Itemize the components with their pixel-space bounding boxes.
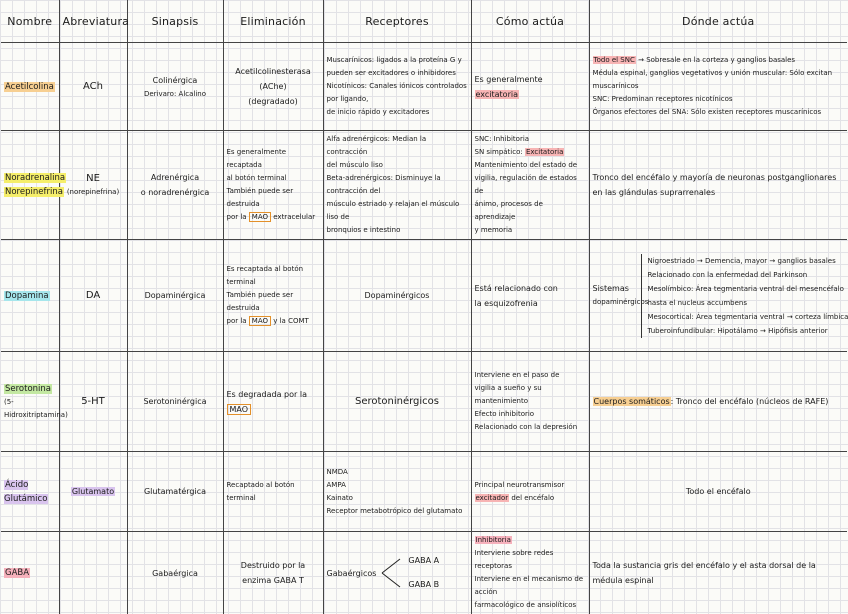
donde-line [593, 54, 845, 67]
name-text: Noradrenalina [4, 173, 66, 183]
como-cell [471, 352, 589, 452]
name-cell [1, 240, 59, 352]
donde-cell: Todo el encéfalo [589, 452, 847, 532]
name-cell [1, 43, 59, 131]
donde-text: → Sobresale en la corteza y ganglios basales [636, 56, 795, 64]
abbr-text: NE [63, 171, 124, 186]
donde-line: Órganos efectores del SNA: Sólo existen receptores muscarínicos [593, 106, 845, 119]
como-cell [471, 43, 589, 131]
como-cell [471, 452, 589, 532]
branch-nigroestriado-sub: Relacionado con la enfermedad del Parkinson [648, 268, 848, 282]
name-text: GABA [4, 568, 30, 578]
row-dopamina [1, 240, 847, 352]
neurotransmitter-table [1, 0, 847, 614]
mao-box: MAO [249, 316, 271, 326]
tree-root-line: dopaminérgicos [593, 296, 641, 309]
name-cell [1, 532, 59, 614]
elim-line: Es recaptada al botón [227, 263, 320, 276]
gaba-branches [408, 549, 439, 597]
receptores-cell [323, 452, 471, 532]
gaba-b: GABA B [408, 573, 439, 597]
branch-arrows-icon [382, 553, 402, 593]
header-abreviatura: Abreviatura [59, 0, 127, 43]
como-line: farmacológico de ansiolíticos [475, 599, 586, 612]
elim-line [227, 315, 320, 328]
donde-line: Médula espinal, ganglios vegetativos y unión muscular: Sólo excitan [593, 67, 845, 80]
gaba-a: GABA A [408, 549, 439, 573]
eliminacion-cell [223, 131, 323, 240]
como-line: Mantenimiento del estado de [475, 159, 586, 172]
header-row [1, 0, 847, 43]
receptores-cell [323, 43, 471, 131]
name-cell [1, 352, 59, 452]
row-glutamato [1, 452, 847, 532]
elim-text: por la [227, 213, 249, 221]
mao-box: MAO [249, 212, 271, 222]
sinapsis-cell [127, 43, 223, 131]
header-eliminacion: Eliminación [223, 0, 323, 43]
receptores-cell: Dopaminérgicos [323, 240, 471, 352]
como-line: vigilia, regulación de estados de [475, 172, 586, 198]
como-line: Relacionado con la depresión [475, 421, 586, 434]
rec-line: Nicotínicos: Canales iónicos controlados por ligando, [327, 80, 468, 106]
header-donde-actua: Dónde actúa [589, 0, 847, 43]
donde-cell [589, 131, 847, 240]
como-highlight: Excitatoria [525, 148, 564, 156]
sinapsis-cell [127, 131, 223, 240]
rec-line: Alfa adrenérgicos: Median la contracción [327, 133, 468, 159]
rec-line: Beta-adrenérgicos: Disminuye la contracción del [327, 172, 468, 198]
como-line: la esquizofrenia [475, 296, 586, 311]
elim-line: Es generalmente recaptada [227, 146, 320, 172]
abbr-text: Glutamato [71, 487, 115, 496]
dopamine-systems-tree [593, 254, 845, 338]
como-line: Interviene sobre redes receptoras [475, 547, 586, 573]
donde-line: en las glándulas suprarrenales [593, 185, 845, 200]
como-cell [471, 240, 589, 352]
como-line: ánimo, procesos de aprendizaje [475, 198, 586, 224]
name-sub: (5-Hidroxitriptamina) [4, 396, 56, 422]
tree-branches [641, 254, 848, 338]
como-line: SNC: Inhibitoria [475, 133, 586, 146]
como-line: Efecto inhibitorio [475, 408, 586, 421]
donde-line: Tronco del encéfalo y mayoría de neuronas postganglionares [593, 170, 845, 185]
sinapsis-line: Colinérgica [131, 73, 220, 88]
donde-line: Toda la sustancia gris del encéfalo y el asta dorsal de la [593, 558, 845, 573]
rec-line: pueden ser excitadores o inhibidores [327, 67, 468, 80]
elim-line: al botón terminal [227, 172, 320, 185]
branch-nigroestriado: Nigroestriado → Demencia, mayor → ganglios basales [648, 254, 848, 268]
elim-text: y la COMT [271, 317, 309, 325]
donde-cell [589, 532, 847, 614]
elim-line: Acetilcolinesterasa (AChe) [227, 64, 320, 94]
sinapsis-cell: Dopaminérgica [127, 240, 223, 352]
rec-line: NMDA [327, 466, 468, 479]
rec-line: músculo estriado y relajan el músculo liso de [327, 198, 468, 224]
abbr-cell: 5-HT [59, 352, 127, 452]
elim-text: por la [227, 317, 249, 325]
name-cell [1, 452, 59, 532]
row-noradrenalina [1, 131, 847, 240]
name-text: Dopamina [4, 291, 50, 301]
como-text: Es generalmente [475, 75, 543, 84]
rec-line: del músculo liso [327, 159, 468, 172]
donde-cell [589, 352, 847, 452]
abbr-cell [59, 131, 127, 240]
sinapsis-line: o noradrenérgica [131, 185, 220, 200]
abbr-sub: (norepinefrina) [63, 186, 124, 199]
rec-line: Kainato [327, 492, 468, 505]
rec-line: Muscarínicos: ligados a la proteína G y [327, 54, 468, 67]
elim-line: terminal [227, 276, 320, 289]
como-line: y memoria [475, 224, 586, 237]
elim-line: También puede ser destruida [227, 185, 320, 211]
donde-highlight: Cuerpos somáticos [593, 397, 671, 406]
header-nombre: Nombre [1, 0, 59, 43]
como-highlight: excitador [475, 494, 510, 502]
sinapsis-cell: Serotoninérgica [127, 352, 223, 452]
branch-mesocortical: Mesocortical: Área tegmentaria ventral → corteza límbica [648, 310, 848, 324]
abbr-cell [59, 452, 127, 532]
como-line: Está relacionado con [475, 281, 586, 296]
elim-text: extracelular [271, 213, 315, 221]
header-receptores: Receptores [323, 0, 471, 43]
header-sinapsis: Sinapsis [127, 0, 223, 43]
name-text: Norepinefrina [4, 187, 64, 197]
elim-line: enzima GABA T [227, 573, 320, 588]
donde-cell [589, 43, 847, 131]
branch-mesolimbico: Mesolímbico: Área tegmentaria ventral del mesencéfalo [648, 282, 848, 296]
rec-line: de inicio rápido y excitadores [327, 106, 468, 119]
row-gaba [1, 532, 847, 614]
branch-mesolimbico-sub: hasta el nucleus accumbens [648, 296, 848, 310]
eliminacion-cell: Recaptado al botón terminal [223, 452, 323, 532]
mao-box: MAO [227, 404, 252, 415]
eliminacion-cell [223, 352, 323, 452]
name-line [4, 185, 56, 199]
name-line [4, 382, 56, 396]
receptores-cell [323, 131, 471, 240]
rec-line: bronquios e intestino [327, 224, 468, 237]
gaba-root: Gabaérgicos [327, 569, 377, 578]
como-cell [471, 532, 589, 614]
como-line [475, 534, 586, 547]
como-line [475, 146, 586, 159]
como-line: vigilia a sueño y su [475, 382, 586, 395]
name-text: Acetilcolina [4, 82, 55, 92]
row-acetilcolina [1, 43, 847, 131]
como-text: SN simpático: [475, 148, 525, 156]
branch-tuberoinfundibular: Tuberoinfundibular: Hipotálamo → Hipófisis anterior [648, 324, 848, 338]
como-line: Interviene en el paso de [475, 369, 586, 382]
abbr-cell [59, 532, 127, 614]
tree-root [593, 282, 641, 309]
como-line: Interviene en el mecanismo de acción [475, 573, 586, 599]
elim-line: (degradado) [227, 94, 320, 109]
name-line [4, 171, 56, 185]
elim-text: Es degradada por la [227, 390, 307, 399]
donde-line: médula espinal [593, 573, 845, 588]
name-cell [1, 131, 59, 240]
como-line: Principal neurotransmisor [475, 479, 586, 492]
elim-line [227, 211, 320, 224]
rec-line: AMPA [327, 479, 468, 492]
sinapsis-cell: Glutamatérgica [127, 452, 223, 532]
row-serotonina [1, 352, 847, 452]
como-highlight: Inhibitoria [475, 536, 512, 544]
elim-line: Destruido por la [227, 558, 320, 573]
receptores-cell: Serotoninérgicos [323, 352, 471, 452]
elim-line: También puede ser destruida [227, 289, 320, 315]
header-como-actua: Cómo actúa [471, 0, 589, 43]
como-highlight: excitatoria [475, 90, 519, 99]
donde-highlight: Todo el SNC [593, 56, 636, 64]
receptores-cell [323, 532, 471, 614]
eliminacion-cell [223, 43, 323, 131]
eliminacion-cell [223, 240, 323, 352]
gaba-receptor-tree [327, 549, 468, 597]
donde-line: muscarínicos [593, 80, 845, 93]
abbr-cell: ACh [59, 43, 127, 131]
eliminacion-cell [223, 532, 323, 614]
como-text: del encéfalo [509, 494, 554, 502]
como-line: mantenimiento [475, 395, 586, 408]
donde-cell [589, 240, 847, 352]
tree-root-line: Sistemas [593, 282, 641, 296]
donde-line: SNC: Predominan receptores nicotínicos [593, 93, 845, 106]
abbr-cell: DA [59, 240, 127, 352]
como-cell [471, 131, 589, 240]
name-text: Serotonina [4, 384, 52, 394]
como-line [475, 492, 586, 505]
rec-line: Receptor metabotrópico del glutamato [327, 505, 468, 518]
donde-text: : Tronco del encéfalo (núcleos de RAFE) [671, 397, 829, 406]
sinapsis-cell: Gabaérgica [127, 532, 223, 614]
name-text: Ácido Glutámico [4, 480, 48, 504]
sinapsis-line: Derivaro: Alcalino [131, 88, 220, 101]
sinapsis-line: Adrenérgica [131, 170, 220, 185]
